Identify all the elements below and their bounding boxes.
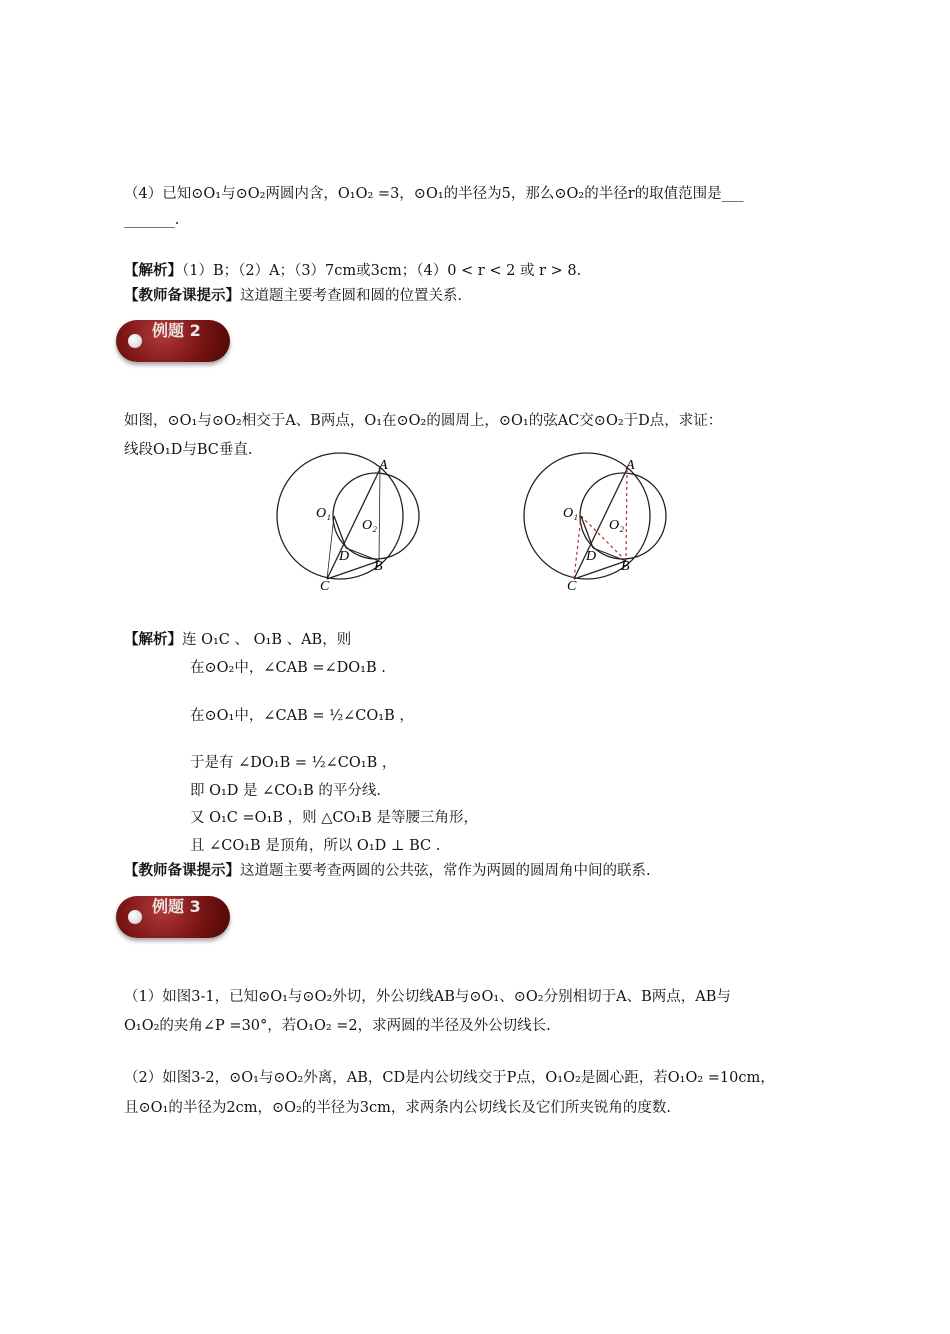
tip1	[124, 284, 462, 305]
label-o1: O₁	[316, 506, 331, 521]
svg-text:D: D	[586, 549, 597, 564]
tip2-text: 这道题主要考查两圆的公共弦，常作为两圆的圆周角中间的联系.	[240, 863, 651, 879]
svg-text:C: C	[567, 579, 577, 594]
example3-p2-line2: 且⊙O₁的半径为2cm，⊙O₂的半径为3cm，求两条内公切线长及它们所夹锐角的度数.	[124, 1100, 671, 1116]
q4-line2: _______.	[124, 212, 180, 228]
analysis1	[124, 259, 581, 280]
q4-line1: （4）已知⊙O₁与⊙O₂两圆内含，O₁O₂ =3，⊙O₁的半径为5，那么⊙O₂的半径r的取值范围是___	[124, 186, 744, 202]
analysis1-label: 【解析】	[124, 262, 182, 279]
analysis2-line-1: 在⊙O₂中，∠CAB =∠DO₁B .	[190, 660, 386, 676]
svg-text:A: A	[626, 458, 635, 473]
example2-line2: 线段O₁D与BC垂直.	[124, 442, 253, 458]
analysis2-line-0: 连 O₁C 、 O₁B 、AB，则	[182, 632, 352, 648]
analysis2-line-5: 又 O₁C =O₁B ，则 △CO₁B 是等腰三角形，	[190, 810, 478, 826]
label-b: B	[374, 559, 383, 574]
analysis2-label: 【解析】	[124, 631, 182, 648]
label-o2: O₂	[362, 518, 377, 533]
analysis2-line-3: 于是有 ∠DO₁B = ½∠CO₁B ，	[190, 755, 397, 771]
label-a: A	[379, 458, 388, 473]
tip2-label: 【教师备课提示】	[124, 862, 240, 879]
example3-p1-line1: （1）如图3-1，已知⊙O₁与⊙O₂外切，外公切线AB与⊙O₁、⊙O₂分别相切于A、B两点，AB与	[124, 989, 731, 1005]
bullet-icon	[128, 334, 142, 348]
example2-line1: 如图，⊙O₁与⊙O₂相交于A、B两点，O₁在⊙O₂的圆周上，⊙O₁的弦AC交⊙O₂于D点，求证：	[124, 413, 723, 429]
example3-p1-line2: O₁O₂的夹角∠P =30°，若O₁O₂ =2，求两圆的半径及外公切线长.	[124, 1018, 551, 1034]
tip1-label: 【教师备课提示】	[124, 287, 240, 304]
tip2	[124, 859, 651, 880]
svg-text:B: B	[621, 559, 630, 574]
example3-p2-line1: （2）如图3-2，⊙O₁与⊙O₂外离，AB，CD是内公切线交于P点，O₁O₂是圆心距，若O₁O₂ =10cm，	[124, 1070, 775, 1086]
figure-right	[517, 450, 677, 595]
example3-title: 例题 3	[152, 897, 201, 916]
analysis1-text: （1）B；（2）A；（3）7cm或3cm；（4）0 < r < 2 或 r > 8.	[182, 263, 582, 279]
example2-title: 例题 2	[152, 321, 201, 340]
label-c: C	[320, 579, 330, 594]
svg-text:O₂: O₂	[609, 518, 624, 533]
tip1-text: 这道题主要考查圆和圆的位置关系.	[240, 288, 463, 304]
analysis2-line-6: 且 ∠CO₁B 是顶角，所以 O₁D ⊥ BC .	[190, 838, 441, 854]
analysis2-line-4: 即 O₁D 是 ∠CO₁B 的平分线.	[190, 783, 381, 799]
svg-text:O₁: O₁	[563, 506, 578, 521]
label-d: D	[339, 549, 350, 564]
bullet-icon	[128, 910, 142, 924]
dashed-o1c	[574, 516, 581, 579]
example3-badge	[116, 896, 230, 938]
analysis2-line-2: 在⊙O₁中，∠CAB = ½∠CO₁B ，	[190, 708, 414, 724]
figure-left	[270, 450, 430, 595]
example2-badge	[116, 320, 230, 362]
analysis2-first	[124, 628, 351, 649]
dashed-ab	[626, 469, 627, 561]
